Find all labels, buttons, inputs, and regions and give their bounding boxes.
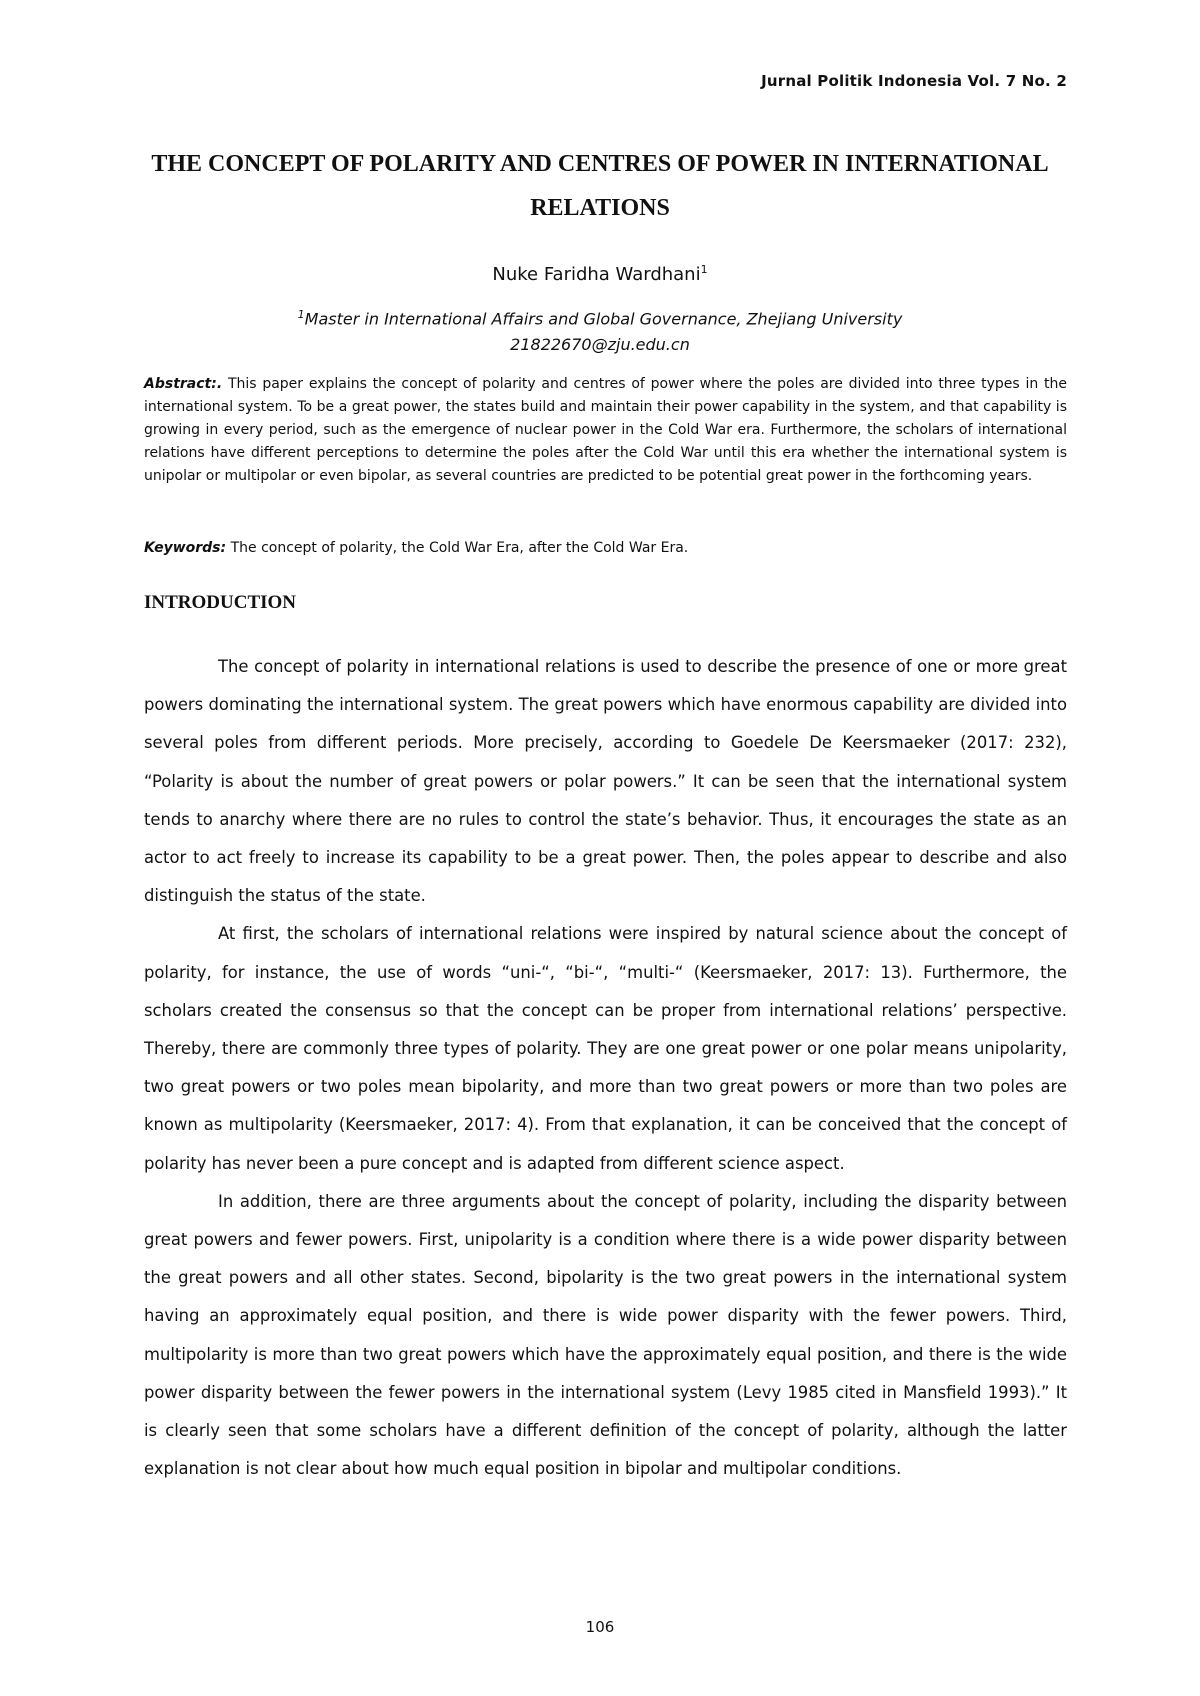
keywords-label: Keywords: xyxy=(144,540,227,556)
body-paragraph: The concept of polarity in international relations is used to describe the presence of one or more great powers dominating the international system. The great powers which have enormous capability are divided into several poles from different periods. More precisely, according to Goedele De Keersmaeker (2017: 232), “Polarity is about the number of great powers or polar powers.” It can be seen that the international system tends to anarchy where there are no rules to control the state’s behavior. Thus, it encourages the state as an actor to act freely to increase its capability to be a great power. Then, the poles appear to describe and also distinguish the status of the state. xyxy=(144,657,1067,906)
keywords xyxy=(144,537,1067,560)
page-number: 106 xyxy=(585,1618,615,1636)
abstract xyxy=(144,373,1067,488)
section-heading: INTRODUCTION xyxy=(144,592,297,613)
running-head: Jurnal Politik Indonesia Vol. 7 No. 2 xyxy=(761,72,1067,90)
author-marker: 1 xyxy=(700,263,708,276)
affiliation xyxy=(150,302,1050,358)
affiliation-institution: Master in International Affairs and Global Governance, Zhejiang University xyxy=(304,309,903,329)
abstract-label: Abstract:. xyxy=(144,376,223,392)
body-paragraph: At first, the scholars of international relations were inspired by natural science about the concept of polarity, for instance, the use of words “uni-“, “bi-“, “multi-“ (Keersmaeker, 2017: 13). Furthermore, the scholars created the consensus so that the concept can be proper from international relations’ perspective. Thereby, there are commonly three types of polarity. They are one great power or one polar means unipolarity, two great powers or two poles mean bipolarity, and more than two great powers or more than two poles are known as multipolarity (Keersmaeker, 2017: 4). From that explanation, it can be conceived that the concept of polarity has never been a pure concept and is adapted from different science aspect. xyxy=(144,924,1067,1173)
keywords-text: The concept of polarity, the Cold War Era, after the Cold War Era. xyxy=(230,540,689,556)
paper-title: THE CONCEPT OF POLARITY AND CENTRES OF POWER IN INTERNATIONAL RELATIONS xyxy=(151,151,1049,221)
body-paragraph: In addition, there are three arguments about the concept of polarity, including the disparity between great powers and fewer powers. First, unipolarity is a condition where there is a wide power disparity between the great powers and all other states. Second, bipolarity is the two great powers in the international system having an approximately equal position, and there is wide power disparity with the fewer powers. Third, multipolarity is more than two great powers which have the approximately equal position, and there is the wide power disparity between the fewer powers in the international system (Levy 1985 cited in Mansfield 1993).” It is clearly seen that some scholars have a different definition of the concept of polarity, although the latter explanation is not clear about how much equal position in bipolar and multipolar conditions. xyxy=(144,1191,1067,1479)
body-text xyxy=(144,648,1067,1488)
author-email: 21822670@zju.edu.cn xyxy=(510,335,690,355)
affiliation-marker: 1 xyxy=(297,308,305,321)
abstract-text: This paper explains the concept of polarity and centres of power where the poles are divided into three types in the international system. To be a great power, the states build and maintain their power capability in the system, and that capability is growing in every period, such as the emergence of nuclear power in the Cold War era. Furthermore, the scholars of international relations have different perceptions to determine the poles after the Cold War until this era whether the international system is unipolar or multipolar or even bipolar, as several countries are predicted to be potential great power in the forthcoming years. xyxy=(144,376,1067,484)
author-line xyxy=(150,263,1050,285)
author-name: Nuke Faridha Wardhani xyxy=(492,264,701,285)
